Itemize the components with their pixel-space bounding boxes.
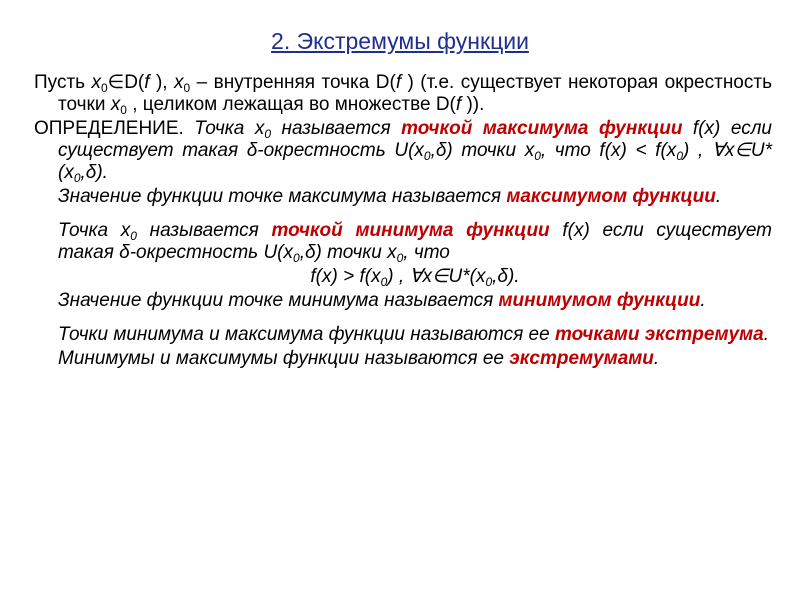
minimum-value-paragraph <box>34 290 772 312</box>
highlight-term: минимумом функции <box>498 290 701 311</box>
definition-paragraph <box>34 118 772 184</box>
subscript: 0 <box>120 103 127 117</box>
subscript: 0 <box>293 251 300 265</box>
text: . <box>715 186 722 207</box>
subscript: 0 <box>130 229 137 243</box>
text: )). <box>461 94 485 115</box>
text: Минимумы и максимумы функции называются ее <box>58 348 510 369</box>
text: ,δ). <box>80 162 108 183</box>
definition-label: ОПРЕДЕЛЕНИЕ. <box>34 118 184 139</box>
minimum-point-paragraph <box>34 220 772 264</box>
subscript: 0 <box>676 149 683 163</box>
slide-title: 2. Экстремумы функции <box>271 28 529 54</box>
highlight-term: точкой максимума функции <box>401 118 683 139</box>
text: x <box>174 72 184 93</box>
subscript: 0 <box>423 149 431 163</box>
text: называется <box>136 220 272 241</box>
subscript: 0 <box>183 81 191 95</box>
slide-body <box>34 72 772 372</box>
text: ) (т.е. существует некоторая окрестность точки <box>58 72 772 115</box>
intro-paragraph <box>34 72 772 116</box>
text: Точка x <box>183 118 265 139</box>
subscript: 0 <box>380 275 388 289</box>
text: называется <box>271 118 402 139</box>
text: f(x) если существует такая δ-окрестность U(x <box>58 220 773 263</box>
text: ,δ). <box>492 266 520 287</box>
subscript: 0 <box>100 81 108 95</box>
text: ) , ∀x∈U*(x <box>387 266 486 287</box>
text: f(x) если существует такая δ-окрестность U(x <box>58 118 772 161</box>
text: Точка x <box>58 220 131 241</box>
text: , целиком лежащая во множестве D( <box>126 94 456 115</box>
subscript: 0 <box>534 149 541 163</box>
text: . <box>700 290 706 311</box>
text: , что f(x) < f(x <box>540 140 677 161</box>
extremum-points-paragraph <box>34 324 772 346</box>
subscript: 0 <box>264 127 272 141</box>
highlight-term: точками экстремума <box>554 324 764 345</box>
text: ∈D( <box>107 72 145 93</box>
subscript: 0 <box>73 171 81 185</box>
text: ) , ∀x∈U*(x <box>58 140 773 183</box>
text: ,δ) точки x <box>430 140 535 161</box>
text: Значение функции точке минимума называется <box>58 290 499 311</box>
text: x <box>91 72 101 93</box>
text: . <box>763 324 769 345</box>
text: Точки минимума и максимума функции называются ее <box>58 324 555 345</box>
highlight-term: экстремумами <box>509 348 654 369</box>
text: ), <box>149 72 174 93</box>
text: , что <box>403 242 450 263</box>
text: . <box>653 348 660 369</box>
highlight-term: максимумом функции <box>506 186 716 207</box>
text: f <box>455 94 462 115</box>
subscript: 0 <box>485 275 493 289</box>
highlight-term: точкой минимума функции <box>271 220 550 241</box>
extrema-paragraph <box>34 348 772 370</box>
text: Значение функции точке максимума называется <box>58 186 507 207</box>
subscript: 0 <box>396 251 404 265</box>
text: ,δ) точки x <box>299 242 397 263</box>
text: f <box>144 72 150 93</box>
maximum-value-paragraph <box>34 186 772 208</box>
minimum-formula <box>34 266 772 288</box>
text: x <box>110 94 121 115</box>
text: – внутренняя точка D( <box>190 72 396 93</box>
text: f(x) > f(x <box>310 266 381 287</box>
text: Пусть <box>34 72 92 93</box>
text: f <box>395 72 402 93</box>
